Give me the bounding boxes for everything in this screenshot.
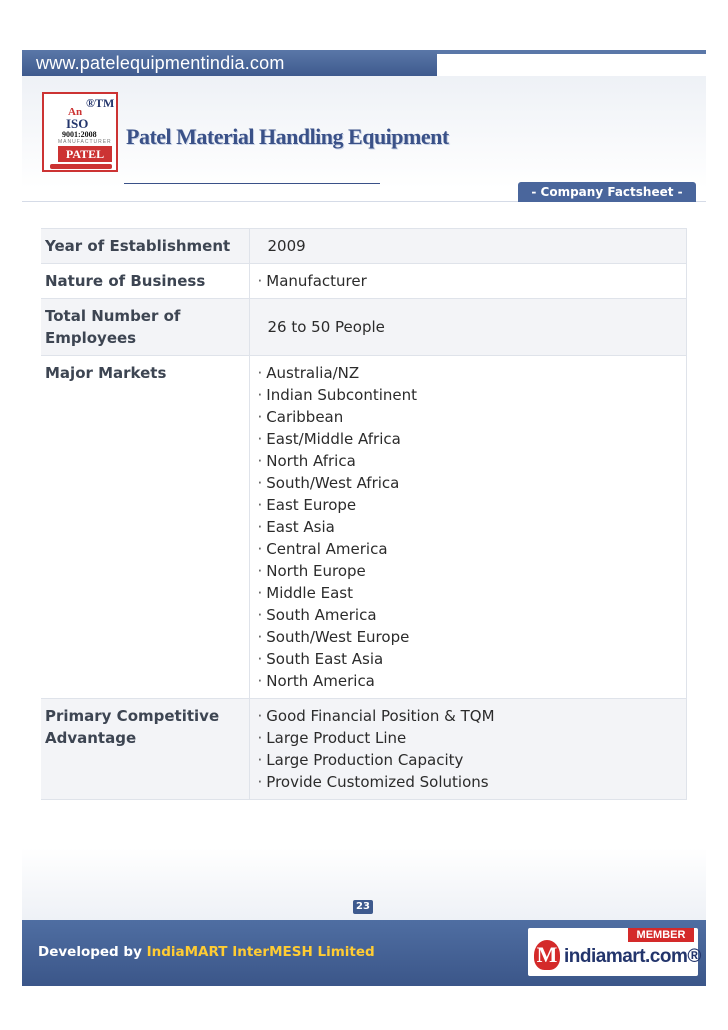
logo-iso-text: ISO [66, 116, 89, 131]
list-item-text: Australia/NZ [266, 364, 360, 382]
list-item [258, 516, 681, 538]
bullet-icon: · [257, 773, 263, 791]
website-url[interactable]: www.patelequipmentindia.com [22, 50, 437, 76]
advantage-list [249, 699, 687, 800]
bullet-icon: · [257, 562, 263, 580]
list-item-text: Central America [266, 540, 388, 558]
list-item-text: Middle East [266, 584, 353, 602]
list-item-text: North Europe [266, 562, 366, 580]
indiamart-member-badge[interactable] [528, 928, 701, 976]
list-item-text: Provide Customized Solutions [266, 773, 489, 791]
bullet-icon: · [257, 496, 263, 514]
bullet-icon: · [257, 272, 263, 290]
list-item [258, 538, 681, 560]
list-item [258, 582, 681, 604]
list-item [258, 771, 681, 793]
table-row-nature [41, 264, 687, 299]
table-row-advantage [41, 699, 687, 800]
establishment-label: Year of Establishment [41, 229, 249, 264]
section-tab: - Company Factsheet - [518, 182, 696, 202]
bullet-icon: · [257, 672, 263, 690]
bullet-icon: · [257, 707, 263, 725]
company-name: Patel Material Handling Equipment [126, 124, 449, 149]
bullet-icon: · [257, 364, 263, 382]
bullet-icon: · [257, 628, 263, 646]
factsheet-table [41, 228, 687, 800]
list-item-text: North America [266, 672, 375, 690]
footer-prefix: Developed by [38, 944, 147, 960]
list-item [258, 626, 681, 648]
indiamart-name: indiamart.com® [564, 946, 701, 967]
list-item-text: Large Product Line [266, 729, 407, 747]
list-item-text: East Asia [266, 518, 335, 536]
header-band [22, 76, 706, 236]
nature-label: Nature of Business [41, 264, 249, 299]
list-item [258, 705, 681, 727]
table-row-markets [41, 356, 687, 699]
list-item [258, 384, 681, 406]
page-number: 23 [353, 900, 373, 914]
footer-link[interactable]: IndiaMART InterMESH Limited [146, 944, 375, 960]
footer-bar [22, 920, 706, 986]
list-item [258, 670, 681, 692]
list-item-text: East Europe [266, 496, 357, 514]
list-item-text: North Africa [266, 452, 356, 470]
list-item [258, 472, 681, 494]
url-bar-extension [437, 50, 706, 54]
list-item-text: South/West Europe [266, 628, 410, 646]
list-item-text: South East Asia [266, 650, 384, 668]
indiamart-logo-icon: M [534, 940, 560, 970]
bullet-icon: · [257, 751, 263, 769]
bullet-icon: · [257, 606, 263, 624]
list-item [258, 494, 681, 516]
list-item [258, 604, 681, 626]
pallet-truck-icon [50, 164, 112, 169]
list-item [258, 560, 681, 582]
establishment-value: 2009 [249, 229, 687, 264]
nature-value [249, 264, 687, 299]
list-item [258, 362, 681, 384]
title-underline [124, 183, 380, 184]
list-item-text: Manufacturer [266, 272, 367, 290]
logo-trademark: ®TM [86, 96, 115, 110]
logo-an-text: An [68, 106, 83, 118]
bullet-icon: · [257, 584, 263, 602]
list-item-text: South America [266, 606, 377, 624]
list-item [258, 648, 681, 670]
company-logo [42, 92, 118, 172]
logo-brand: PATEL [58, 146, 112, 162]
list-item [258, 727, 681, 749]
bullet-icon: · [257, 386, 263, 404]
list-item-text: Caribbean [266, 408, 344, 426]
bullet-icon: · [257, 430, 263, 448]
list-item [258, 428, 681, 450]
bullet-icon: · [257, 650, 263, 668]
factsheet-page [22, 50, 706, 986]
advantage-label: Primary Competitive Advantage [41, 699, 249, 800]
list-item-text: South/West Africa [266, 474, 400, 492]
list-item [258, 749, 681, 771]
bullet-icon: · [257, 474, 263, 492]
table-row-establishment [41, 229, 687, 264]
footer-credit [38, 944, 375, 960]
list-item [258, 450, 681, 472]
bullet-icon: · [257, 518, 263, 536]
list-item-text: Good Financial Position & TQM [266, 707, 495, 725]
list-item-text: Large Production Capacity [266, 751, 464, 769]
logo-certification: 9001:2008 [62, 130, 97, 139]
markets-label: Major Markets [41, 356, 249, 699]
list-item [258, 270, 681, 292]
markets-list [249, 356, 687, 699]
bullet-icon: · [257, 540, 263, 558]
employees-label: Total Number of Employees [41, 299, 249, 356]
list-item-text: Indian Subcontinent [266, 386, 418, 404]
bullet-icon: · [257, 452, 263, 470]
logo-subtext: MANUFACTURER [58, 139, 112, 145]
list-item [258, 406, 681, 428]
member-label: MEMBER [628, 928, 694, 942]
list-item-text: East/Middle Africa [266, 430, 401, 448]
bullet-icon: · [257, 408, 263, 426]
bullet-icon: · [257, 729, 263, 747]
employees-value: 26 to 50 People [249, 299, 687, 356]
table-row-employees [41, 299, 687, 356]
